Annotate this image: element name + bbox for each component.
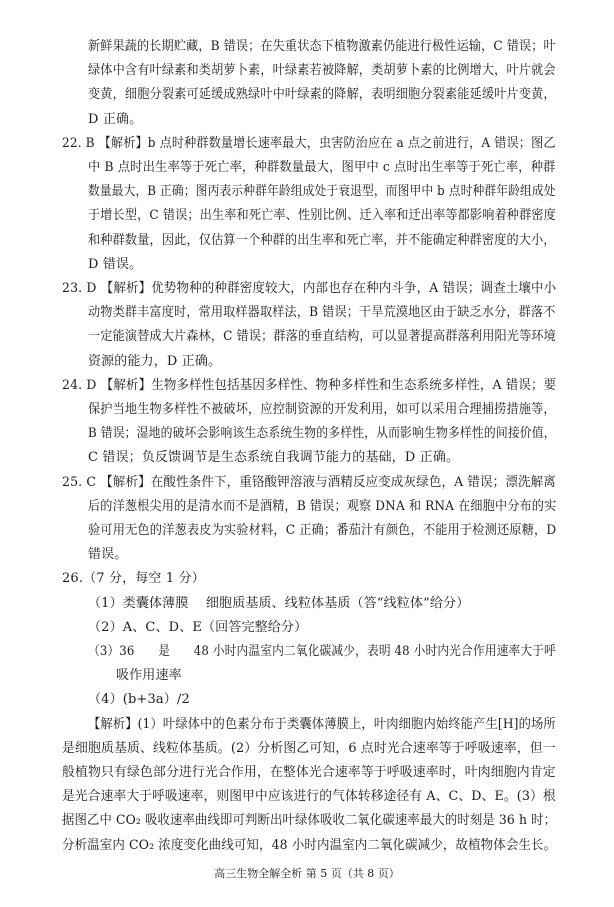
analysis-26: 【解析】(1）叶绿体中的色素分布于类囊体薄膜上，叶肉细胞内始终能产生[H]的场所	[88, 716, 556, 732]
answer-25: 25. C 【解析】在酸性条件下，重铬酸钾溶液与酒精反应变成灰绿色，A 错误；漂洗解离	[62, 474, 556, 490]
text-line: 错误。	[88, 547, 128, 563]
answer-22: 22. B 【解析】b 点时种群数量增长速率最大，虫害防治应在 a 点之前进行，A 错误；图乙	[62, 135, 556, 151]
answer-26-heading: 26.（7 分，每空 1 分）	[62, 571, 205, 587]
text-line: 数量最大，B 正确；图丙表示种群年龄组成处于衰退型，而图甲中 b 点时种群年龄组成处	[88, 184, 556, 200]
text-line: 动物类群丰富度时，常用取样器取样法，B 错误；干旱荒漠地区由于缺乏水分，群落不	[88, 305, 556, 321]
text-line: 中 B 点时出生率等于死亡率，种群数量最大，图甲中 c 点时出生率等于死亡率，种群	[88, 160, 556, 175]
text-line: 一定能演替成大片森林，C 错误；群落的垂直结构，可以显著提高群落利用阳光等环境	[88, 329, 556, 345]
text-line: D 错误。	[88, 256, 143, 272]
answer-23: 23. D 【解析】优势物种的种群密度较大，内部也存在种内斗争，A 错误；调查土壤中小	[62, 281, 557, 296]
text-line: 于增长型，C 错误；出生率和死亡率、性别比例、迁入率和迁出率等都影响着种群密度	[88, 208, 556, 224]
text-line: 是光合速率大于呼吸速率，则图甲中应该进行的气体转移途径有 A、C、D、E。(3）根	[62, 789, 556, 805]
answer-24: 24. D 【解析】生物多样性包括基因多样性、物种多样性和生态系统多样性，A 错误；要	[62, 377, 557, 393]
answer-26-part-3: （3）36 是 48 小时内温室内二氧化碳减少，表明 48 小时内光合作用速率大于呼	[88, 644, 556, 659]
page-footer: 高三生物全解全析 第 5 页（共 8 页）	[214, 867, 400, 880]
text-line: 和种群数量，因此，仅估算一个种群的出生率和死亡率，并不能确定种群密度的大小，	[88, 232, 556, 248]
text-line: 是细胞质基质、线粒体基质。(2）分析图乙可知，6 点时光合速率等于呼吸速率，但一	[62, 740, 556, 756]
answer-26-part-1: （1）类囊体薄膜 细胞质基质、线粒体基质（答“线粒体”给分）	[88, 595, 470, 611]
text-line: 吸作用速率	[116, 668, 182, 684]
answer-26-part-2: （2）A、C、D、E（回答完整给分）	[88, 619, 308, 635]
text-line: B 错误；湿地的破坏会影响该生态系统生物的多样性，从而影响生物多样性的间接价值，	[88, 426, 556, 442]
text-line: 变黄，细胞分裂素可延缓成熟绿叶中叶绿素的降解，表明细胞分裂素能延缓叶片变黄，	[88, 87, 556, 103]
text-line: 验可用无色的洋葱表皮为实验材料，C 正确；番茄汁有颜色，不能用于检测还原糖，D	[88, 523, 557, 538]
answer-26-part-4: （4）(b+3a）/2	[88, 692, 190, 708]
text-line: 资源的能力，D 正确。	[88, 353, 222, 369]
text-line: 般植物只有绿色部分进行光合作用，在整体光合速率等于呼吸速率时，叶肉细胞内肯定	[62, 765, 556, 780]
text-line: C 错误；负反馈调节是生态系统自我调节能力的基础，D 正确。	[88, 450, 460, 466]
text-line: 据图乙中 CO₂ 吸收速率曲线即可判断出叶绿体吸收二氧化碳速率最大的时刻是 36 h 时；	[62, 813, 557, 829]
text-line: 分析温室内 CO₂ 浓度变化曲线可知，48 小时内温室内二氧化碳减少，故植物体会生长。	[62, 837, 557, 853]
text-line: D 正确。	[88, 111, 143, 127]
text-line: 新鲜果蔬的长期贮藏，B 错误；在失重状态下植物激素仍能进行极性运输，C 错误；叶	[88, 39, 556, 54]
text-line: 绿体中含有叶绿素和类胡萝卜素，叶绿素若被降解，类胡萝卜素的比例增大，叶片就会	[88, 63, 556, 79]
text-line: 后的洋葱根尖用的是清水而不是酒精，B 错误；观察 DNA 和 RNA 在细胞中分布的实	[88, 498, 557, 514]
text-line: 保护当地生物多样性不被破坏，应控制资源的开发利用，如可以采用合理捕捞措施等，	[88, 402, 556, 417]
